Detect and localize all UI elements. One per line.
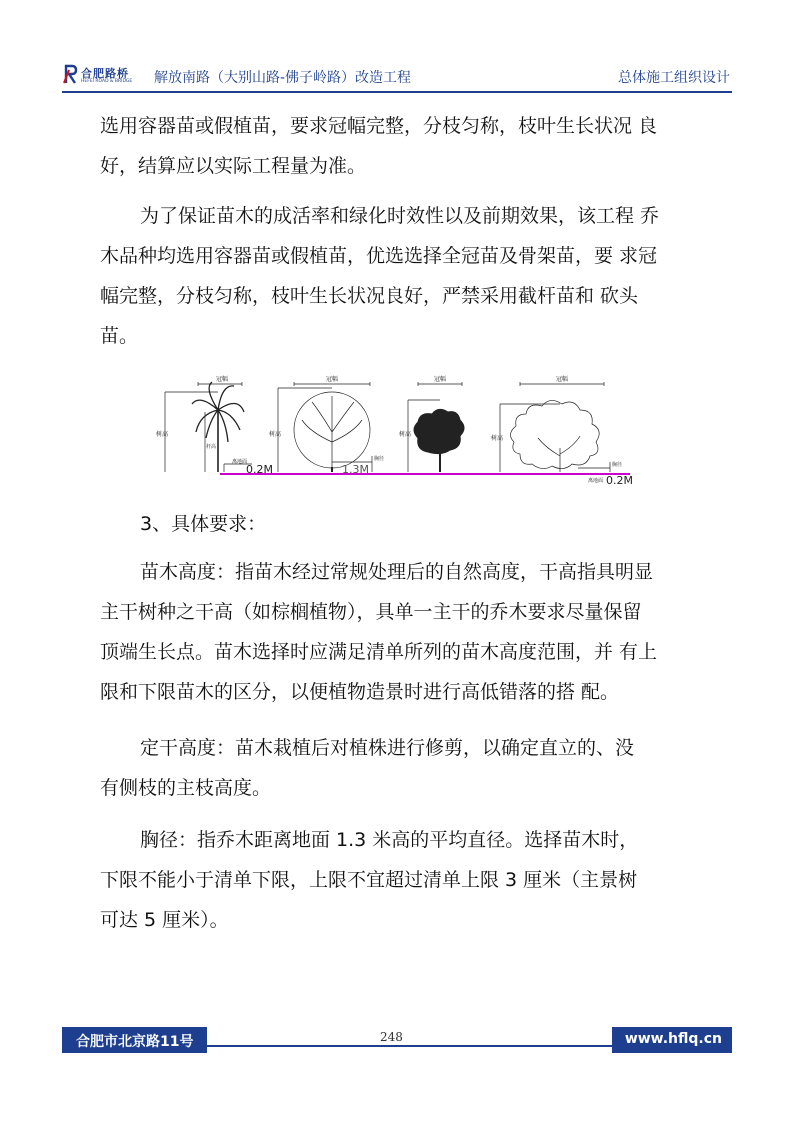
text-line: 好，结算应以实际工程量为准。 <box>100 155 367 177</box>
text-line: 有侧枝的主枝高度。 <box>100 777 272 799</box>
ground-offset-label: 离地面 <box>232 459 248 465</box>
header-divider <box>62 91 732 93</box>
measure-value: 0.2M <box>246 463 273 476</box>
company-logo <box>64 64 144 88</box>
ground-offset-label: 离地面 <box>588 478 604 484</box>
paragraph-2 <box>100 196 720 356</box>
crown-label: 冠幅 <box>216 376 229 383</box>
height-label: 树高 <box>156 431 169 438</box>
measure-value: 0.2M <box>606 474 633 487</box>
text-line: 选用容器苗或假植苗，要求冠幅完整，分枝匀称，枝叶生长状况 良 <box>100 115 658 137</box>
text-line: 顶端生长点。苗木选择时应满足清单所列的苗木高度范围，并 有上 <box>100 641 658 663</box>
heading-text: 3、具体要求： <box>140 513 267 535</box>
paragraph-1 <box>100 106 720 186</box>
section-heading <box>100 504 720 544</box>
document-type: 总体施工组织设计 <box>618 70 730 86</box>
footer-address-block <box>62 1027 207 1053</box>
text-line: 下限不能小于清单下限，上限不宜超过清单上限 3 厘米（主景树 <box>100 869 638 891</box>
trunk-height-label: 杆高 <box>206 444 217 450</box>
text-line: 限和下限苗木的区分，以便植物造景时进行高低错落的搭 配。 <box>100 681 620 703</box>
text-line: 主干树种之干高（如棕榈植物），具单一主干的乔木要求尽量保留 <box>100 601 642 623</box>
crown-label: 冠幅 <box>556 376 569 383</box>
paragraph-4 <box>100 728 720 808</box>
text-line: 苗木高度：指苗木经过常规处理后的自然高度，干高指具明显 <box>140 561 654 583</box>
tree-measurement-diagram <box>156 372 633 487</box>
text-line: 可达 5 厘米）。 <box>100 909 229 931</box>
text-line: 为了保证苗木的成活率和绿化时效性以及前期效果，该工程 乔 <box>140 205 660 227</box>
measure-value: 1.3M <box>342 463 369 476</box>
page-header <box>62 62 732 90</box>
height-label: 树高 <box>269 431 282 438</box>
footer-website-block <box>612 1027 732 1053</box>
footer-divider <box>207 1045 647 1047</box>
height-label: 树高 <box>491 435 504 442</box>
text-line: 胸径：指乔木距离地面 1.3 米高的平均直径。选择苗木时， <box>140 829 639 851</box>
dbh-label: 胸径 <box>612 462 623 468</box>
footer-website: www.hflq.cn <box>624 1031 722 1047</box>
project-title: 解放南路（大别山路-佛子岭路）改造工程 <box>154 70 412 86</box>
text-line: 苗。 <box>100 325 139 347</box>
logo-mark-icon <box>64 64 78 84</box>
footer-address: 合肥市北京路11号 <box>76 1034 194 1050</box>
paragraph-5 <box>100 820 720 940</box>
text-line: 定干高度：苗木栽植后对植株进行修剪，以确定直立的、没 <box>140 737 635 759</box>
shrub-tree-figure <box>408 382 464 472</box>
crown-label: 冠幅 <box>434 376 447 383</box>
logo-text: 合肥路桥 <box>81 67 129 80</box>
logo-subtext: HEFEI ROAD & BRIDGE <box>81 79 133 84</box>
text-line: 木品种均选用容器苗或假植苗，优选选择全冠苗及骨架苗，要 求冠 <box>100 245 658 267</box>
page-number: 248 <box>380 1030 403 1044</box>
dbh-label: 胸径 <box>374 456 385 462</box>
paragraph-3 <box>100 552 720 712</box>
deciduous-tree-figure <box>278 382 372 472</box>
wide-canopy-tree-figure <box>500 382 610 472</box>
crown-label: 冠幅 <box>326 376 339 383</box>
height-label: 树高 <box>399 431 412 438</box>
text-line: 幅完整，分枝匀称，枝叶生长状况良好，严禁采用截杆苗和 砍头 <box>100 285 639 307</box>
